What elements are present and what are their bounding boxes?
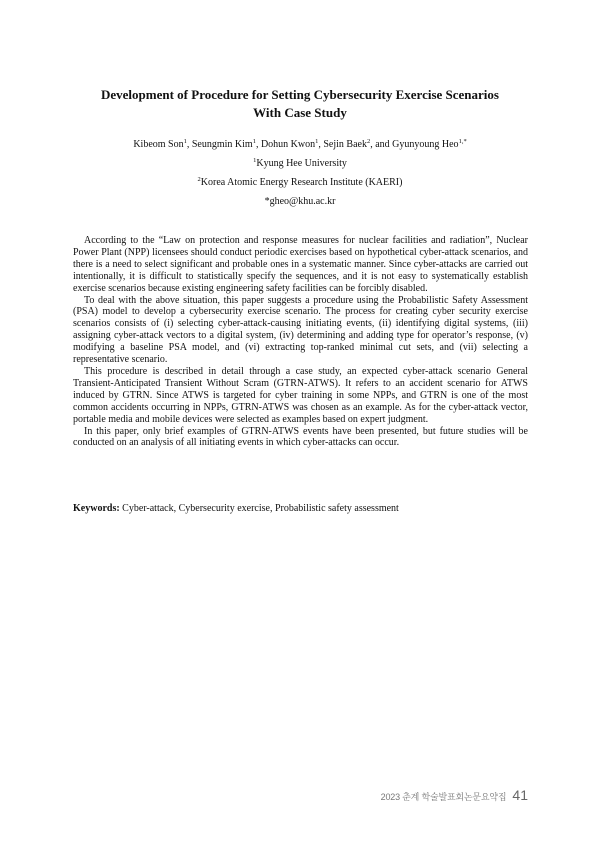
page-number: 41 [512,787,528,803]
author-separator: , and [370,139,393,150]
proceedings-title: 2023 춘계 학술발표회논문요약집 [380,792,507,802]
keywords-label: Keywords: [73,503,120,514]
affiliation-2 [40,176,560,190]
affiliation-mark: 1 [253,157,257,164]
author-name: Seungmin Kim [191,139,253,150]
paper-title-line-1: Development of Procedure for Setting Cybersecurity Exercise Scenarios [101,87,499,102]
author-affil-mark: 1 [315,138,319,145]
author-affil-mark: 1 [252,138,256,145]
author-name: Kibeom Son [133,139,184,150]
keywords-text: Cyber-attack, Cybersecurity exercise, Probabilistic safety assessment [122,503,399,514]
abstract-paragraph: According to the “Law on protection and response measures for nuclear facilities and radiation”, Nuclear Power Plant (NPP) licensees should conduct periodic exercises based on hypothetical cyber-attack scenarios, and there is a need to select significant and probable ones in a systematic manner. Since cyber-attacks are carried out intentionally, it is difficult to statistically specify the sequences, and it is not easy to systematically establish exercise scenarios because existing engineering safety facilities can be forcibly disabled. [73,235,528,294]
author-list [40,138,560,152]
abstract-paragraph: In this paper, only brief examples of GTRN-ATWS events have been presented, but future studies will be conducted on an analysis of all initiating events in which cyber-attacks can occur. [73,425,528,449]
page-footer [381,787,528,803]
paper-title [60,86,540,122]
affiliation-mark: 2 [197,176,201,183]
author-separator: , [255,139,261,150]
affiliation-text: Kyung Hee University [256,158,347,169]
corresponding-email: *gheo@khu.ac.kr [264,196,336,207]
author-name: Gyunyoung Heo [392,139,459,150]
abstract-body [73,235,528,449]
author-affil-mark: 2 [366,138,371,145]
author-affil-mark: 1 [183,138,187,145]
author-separator: , [186,139,192,150]
affiliation-1 [40,157,560,171]
paper-title-line-2: With Case Study [253,105,347,120]
affiliation-text: Korea Atomic Energy Research Institute (KAERI) [200,177,403,188]
author-name: Sejin Baek [323,139,367,150]
author-separator: , [318,139,324,150]
author-affil-mark: 1,* [458,138,467,145]
abstract-paragraph: To deal with the above situation, this paper suggests a procedure using the Probabilistic Safety Assessment (PSA) model to develop a cybersecurity exercise scenario. The process for creating cyber security exercise scenarios consists of (i) selecting cyber-attack-causing initiating events, (ii) identifying digital systems, (iii) assigning cyber-attack vectors to a digital system, (iv) determining and adding type for operator’s response, (v) modifying a baseline PSA model, and (vi) extracting top-ranked minimal cut sets, and (vii) selecting a representative scenario. [73,294,528,366]
abstract-paragraph: This procedure is described in detail through a case study, an expected cyber-attack scenario General Transient-Anticipated Transient Without Scram (GTRN-ATWS). It refers to an accident scenario for ATWS induced by GTRN. Since ATWS is targeted for cyber training in some NPPs, and GTRN is one of the most common accidents occurring in NPPs, GTRN-ATWS was chosen as an example. As for the cyber-attack vector, portable media and mobile devices were selected as examples based on expert judgment. [73,365,528,425]
keywords [73,503,528,515]
author-name: Dohun Kwon [260,139,316,150]
